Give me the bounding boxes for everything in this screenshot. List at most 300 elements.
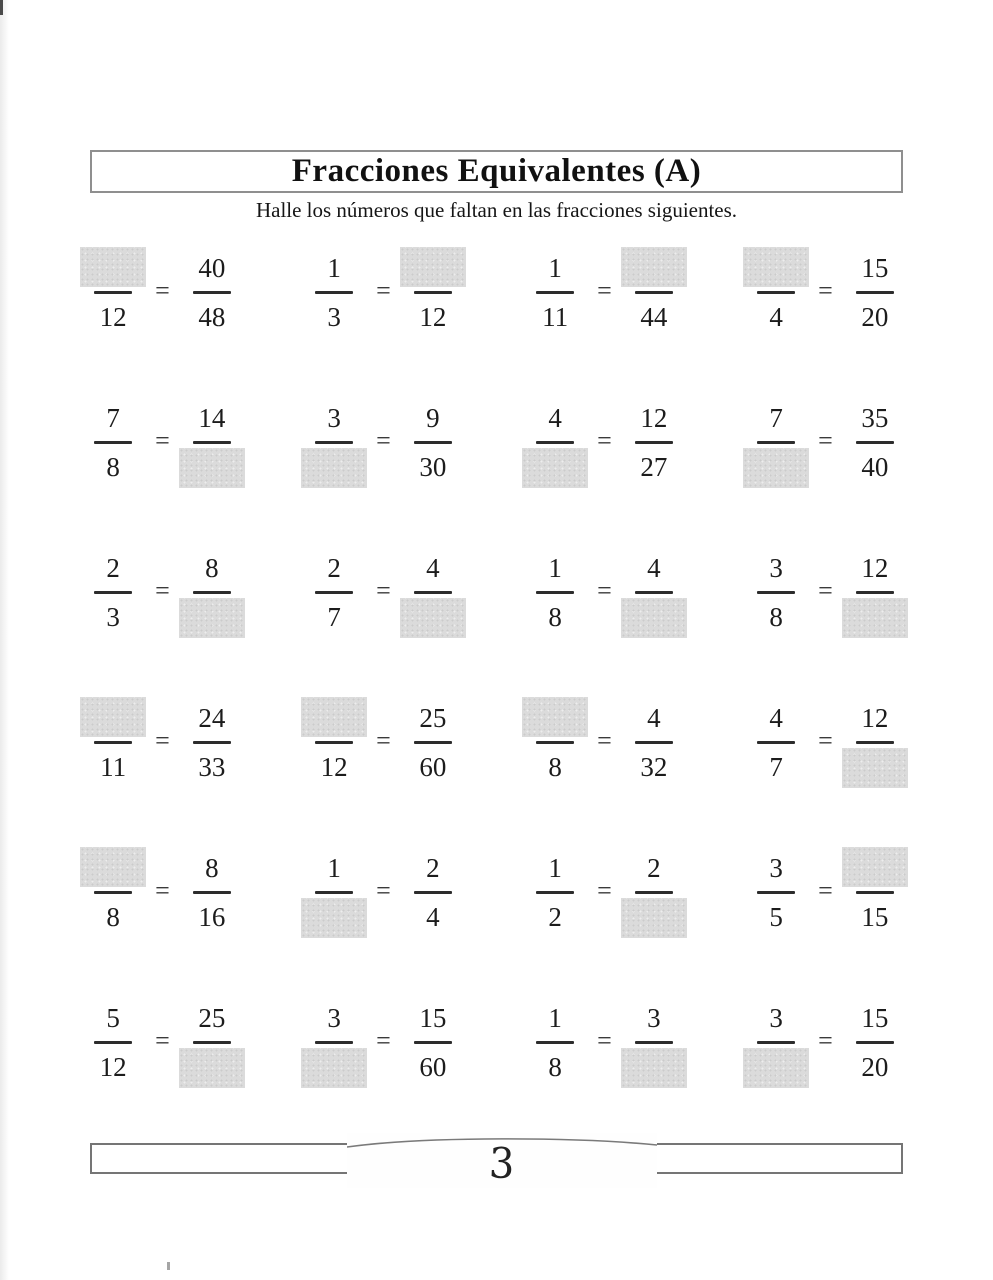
blank-numerator-box xyxy=(80,697,146,737)
numerator-value: 24 xyxy=(198,703,226,733)
left-fraction xyxy=(78,396,148,489)
equals-sign: = xyxy=(597,575,612,605)
fraction-problem xyxy=(299,846,468,939)
fraction-bar xyxy=(856,1041,894,1044)
right-fraction xyxy=(177,696,247,789)
scan-speck-artifact xyxy=(167,1262,170,1270)
fraction-bar xyxy=(635,891,673,894)
problem-cell xyxy=(715,696,936,846)
denominator-value: 27 xyxy=(640,452,668,482)
problem-cell xyxy=(715,846,936,996)
denominator-value: 12 xyxy=(99,1052,127,1082)
fraction-bar xyxy=(536,891,574,894)
denominator-value: 32 xyxy=(640,752,668,782)
fraction-bar xyxy=(536,291,574,294)
equals-sign: = xyxy=(818,725,833,755)
numerator-slot xyxy=(548,246,562,288)
denominator-value: 11 xyxy=(542,302,569,332)
fraction-bar xyxy=(315,741,353,744)
right-fraction xyxy=(840,546,910,639)
blank-denominator-box xyxy=(179,1048,245,1088)
denominator-slot xyxy=(861,297,888,339)
left-fraction xyxy=(520,546,590,639)
left-fraction xyxy=(520,696,590,789)
denominator-value: 2 xyxy=(548,902,562,932)
equals-sign: = xyxy=(376,575,391,605)
scan-edge-artifact xyxy=(0,0,3,15)
numerator-slot xyxy=(426,546,440,588)
fraction-bar xyxy=(414,291,452,294)
denominator-value: 4 xyxy=(426,902,440,932)
denominator-slot xyxy=(327,597,341,639)
numerator-slot xyxy=(621,246,687,288)
right-fraction xyxy=(619,696,689,789)
numerator-value: 7 xyxy=(106,403,120,433)
equals-sign: = xyxy=(818,275,833,305)
blank-denominator-box xyxy=(301,448,367,488)
fraction-bar xyxy=(315,1041,353,1044)
blank-denominator-box xyxy=(179,598,245,638)
fraction-bar xyxy=(315,291,353,294)
numerator-slot xyxy=(327,996,341,1038)
numerator-value: 1 xyxy=(327,253,341,283)
denominator-slot xyxy=(542,297,568,339)
fraction-bar xyxy=(536,591,574,594)
denominator-slot xyxy=(640,297,667,339)
fraction-bar xyxy=(856,891,894,894)
equals-sign: = xyxy=(155,425,170,455)
numerator-slot xyxy=(80,846,146,888)
denominator-value: 20 xyxy=(861,1052,889,1082)
fraction-problem xyxy=(78,846,247,939)
denominator-value: 7 xyxy=(769,752,783,782)
right-fraction xyxy=(619,846,689,939)
denominator-value: 8 xyxy=(106,902,120,932)
numerator-value: 25 xyxy=(198,1003,226,1033)
fraction-problem xyxy=(520,846,689,939)
fraction-bar xyxy=(757,1041,795,1044)
fraction-bar xyxy=(635,1041,673,1044)
fraction-problem xyxy=(520,546,689,639)
fraction-bar xyxy=(856,441,894,444)
numerator-slot xyxy=(205,846,219,888)
fraction-problem xyxy=(78,996,247,1089)
blank-denominator-box xyxy=(522,448,588,488)
denominator-value: 5 xyxy=(769,902,783,932)
right-fraction xyxy=(398,396,468,489)
denominator-slot xyxy=(198,897,225,939)
blank-denominator-box xyxy=(301,1048,367,1088)
fraction-bar xyxy=(757,291,795,294)
blank-denominator-box xyxy=(179,448,245,488)
numerator-slot xyxy=(743,246,809,288)
fraction-bar xyxy=(414,891,452,894)
fraction-bar xyxy=(856,591,894,594)
fraction-bar xyxy=(635,591,673,594)
numerator-slot xyxy=(106,546,120,588)
left-fraction xyxy=(520,996,590,1089)
right-fraction xyxy=(840,396,910,489)
numerator-slot xyxy=(647,996,661,1038)
numerator-value: 5 xyxy=(106,1003,120,1033)
fraction-problem xyxy=(520,696,689,789)
blank-numerator-box xyxy=(621,247,687,287)
left-fraction xyxy=(299,996,369,1089)
right-fraction xyxy=(398,546,468,639)
denominator-value: 60 xyxy=(419,1052,447,1082)
numerator-value: 9 xyxy=(426,403,440,433)
denominator-slot xyxy=(321,747,348,789)
denominator-slot xyxy=(743,1047,809,1089)
numerator-slot xyxy=(198,396,225,438)
fraction-problem xyxy=(299,546,468,639)
problem-cell xyxy=(52,246,273,396)
fraction-problem xyxy=(299,246,468,339)
fraction-bar xyxy=(315,591,353,594)
fraction-problem xyxy=(741,246,910,339)
left-fraction xyxy=(299,396,369,489)
fraction-bar xyxy=(94,441,132,444)
denominator-slot xyxy=(842,747,908,789)
equals-sign: = xyxy=(155,725,170,755)
problem-cell xyxy=(52,396,273,546)
blank-numerator-box xyxy=(842,847,908,887)
right-fraction xyxy=(840,846,910,939)
numerator-value: 3 xyxy=(769,1003,783,1033)
left-fraction xyxy=(299,846,369,939)
fraction-bar xyxy=(757,741,795,744)
blank-denominator-box xyxy=(743,448,809,488)
numerator-slot xyxy=(769,696,783,738)
equals-sign: = xyxy=(597,875,612,905)
problem-cell xyxy=(494,696,715,846)
numerator-value: 15 xyxy=(419,1003,447,1033)
denominator-slot xyxy=(743,447,809,489)
numerator-slot xyxy=(548,846,562,888)
left-fraction xyxy=(78,846,148,939)
problem-cell xyxy=(273,246,494,396)
denominator-slot xyxy=(842,597,908,639)
right-fraction xyxy=(619,246,689,339)
fraction-bar xyxy=(94,1041,132,1044)
fraction-bar xyxy=(757,441,795,444)
denominator-slot xyxy=(179,597,245,639)
denominator-value: 7 xyxy=(327,602,341,632)
equals-sign: = xyxy=(818,1025,833,1055)
fraction-problem xyxy=(299,996,468,1089)
denominator-slot xyxy=(769,897,783,939)
fraction-bar xyxy=(856,291,894,294)
right-fraction xyxy=(619,996,689,1089)
fraction-problem xyxy=(78,546,247,639)
page-number: 3 xyxy=(488,1138,516,1189)
numerator-slot xyxy=(861,996,888,1038)
fraction-bar xyxy=(414,741,452,744)
denominator-slot xyxy=(327,297,341,339)
problem-cell xyxy=(715,396,936,546)
numerator-value: 12 xyxy=(861,553,889,583)
equals-sign: = xyxy=(155,875,170,905)
numerator-slot xyxy=(327,396,341,438)
fraction-bar xyxy=(635,441,673,444)
fraction-problem xyxy=(741,996,910,1089)
fraction-bar xyxy=(193,291,231,294)
fraction-bar xyxy=(193,741,231,744)
fraction-problem xyxy=(741,396,910,489)
numerator-value: 1 xyxy=(327,853,341,883)
right-fraction xyxy=(177,996,247,1089)
left-fraction xyxy=(78,996,148,1089)
blank-denominator-box xyxy=(621,1048,687,1088)
denominator-value: 40 xyxy=(861,452,889,482)
numerator-slot xyxy=(400,246,466,288)
denominator-slot xyxy=(640,447,667,489)
title-box xyxy=(90,150,903,193)
problem-cell xyxy=(273,996,494,1146)
blank-denominator-box xyxy=(621,598,687,638)
numerator-slot xyxy=(769,846,783,888)
blank-numerator-box xyxy=(80,247,146,287)
denominator-value: 8 xyxy=(548,752,562,782)
denominator-slot xyxy=(198,297,225,339)
denominator-slot xyxy=(548,1047,562,1089)
numerator-value: 8 xyxy=(205,553,219,583)
denominator-value: 30 xyxy=(419,452,447,482)
fraction-bar xyxy=(757,891,795,894)
numerator-value: 4 xyxy=(769,703,783,733)
fraction-problem xyxy=(741,846,910,939)
numerator-slot xyxy=(327,246,341,288)
numerator-slot xyxy=(647,546,661,588)
problem-cell xyxy=(715,996,936,1146)
blank-denominator-box xyxy=(400,598,466,638)
denominator-value: 33 xyxy=(198,752,226,782)
fraction-problem xyxy=(78,246,247,339)
denominator-slot xyxy=(179,1047,245,1089)
denominator-slot xyxy=(548,897,562,939)
problem-cell xyxy=(273,846,494,996)
fraction-problem xyxy=(299,696,468,789)
fraction-bar xyxy=(414,441,452,444)
fraction-problem xyxy=(78,696,247,789)
problem-cell xyxy=(494,546,715,696)
blank-denominator-box xyxy=(842,748,908,788)
denominator-slot xyxy=(621,597,687,639)
numerator-slot xyxy=(548,546,562,588)
left-fraction xyxy=(741,996,811,1089)
denominator-slot xyxy=(179,447,245,489)
numerator-value: 1 xyxy=(548,553,562,583)
left-fraction xyxy=(741,846,811,939)
numerator-value: 14 xyxy=(198,403,226,433)
denominator-slot xyxy=(419,747,446,789)
denominator-slot xyxy=(301,897,367,939)
equals-sign: = xyxy=(818,575,833,605)
right-fraction xyxy=(177,546,247,639)
right-fraction xyxy=(619,546,689,639)
denominator-slot xyxy=(522,447,588,489)
right-fraction xyxy=(840,996,910,1089)
denominator-value: 11 xyxy=(100,752,127,782)
denominator-slot xyxy=(621,1047,687,1089)
numerator-value: 8 xyxy=(205,853,219,883)
numerator-value: 12 xyxy=(640,403,668,433)
numerator-slot xyxy=(769,996,783,1038)
fraction-bar xyxy=(94,741,132,744)
fraction-bar xyxy=(193,441,231,444)
denominator-slot xyxy=(640,747,667,789)
problem-cell xyxy=(52,696,273,846)
problem-cell xyxy=(273,696,494,846)
equals-sign: = xyxy=(818,425,833,455)
right-fraction xyxy=(398,246,468,339)
denominator-value: 8 xyxy=(548,1052,562,1082)
equals-sign: = xyxy=(597,275,612,305)
numerator-slot xyxy=(861,696,888,738)
numerator-slot xyxy=(198,996,225,1038)
denominator-slot xyxy=(100,747,126,789)
right-fraction xyxy=(840,696,910,789)
fraction-bar xyxy=(315,441,353,444)
denominator-value: 12 xyxy=(99,302,127,332)
denominator-value: 12 xyxy=(419,302,447,332)
numerator-slot xyxy=(301,696,367,738)
denominator-slot xyxy=(426,897,440,939)
numerator-slot xyxy=(769,546,783,588)
denominator-value: 44 xyxy=(640,302,668,332)
denominator-slot xyxy=(100,297,127,339)
fraction-bar xyxy=(414,1041,452,1044)
blank-numerator-box xyxy=(400,247,466,287)
denominator-value: 60 xyxy=(419,752,447,782)
right-fraction xyxy=(840,246,910,339)
denominator-slot xyxy=(861,1047,888,1089)
numerator-value: 3 xyxy=(769,853,783,883)
denominator-slot xyxy=(198,747,225,789)
equals-sign: = xyxy=(155,1025,170,1055)
equals-sign: = xyxy=(376,425,391,455)
denominator-slot xyxy=(621,897,687,939)
fraction-bar xyxy=(757,591,795,594)
page-title: Fracciones Equivalentes (A) xyxy=(291,153,702,189)
fraction-problem xyxy=(520,246,689,339)
equals-sign: = xyxy=(376,875,391,905)
numerator-slot xyxy=(205,546,219,588)
denominator-slot xyxy=(769,747,783,789)
problem-cell xyxy=(494,396,715,546)
denominator-slot xyxy=(548,747,562,789)
left-fraction xyxy=(78,546,148,639)
denominator-slot xyxy=(106,897,120,939)
fraction-bar xyxy=(193,591,231,594)
denominator-value: 3 xyxy=(106,602,120,632)
numerator-slot xyxy=(647,696,661,738)
blank-denominator-box xyxy=(301,898,367,938)
fraction-problem xyxy=(78,396,247,489)
numerator-value: 3 xyxy=(769,553,783,583)
numerator-value: 15 xyxy=(861,253,889,283)
equals-sign: = xyxy=(597,725,612,755)
equals-sign: = xyxy=(376,275,391,305)
blank-numerator-box xyxy=(743,247,809,287)
left-fraction xyxy=(741,246,811,339)
numerator-slot xyxy=(861,396,888,438)
problems-grid xyxy=(52,246,936,1146)
numerator-value: 2 xyxy=(327,553,341,583)
blank-denominator-box xyxy=(842,598,908,638)
blank-denominator-box xyxy=(621,898,687,938)
fraction-bar xyxy=(193,1041,231,1044)
page-subtitle: Halle los números que faltan en las fracciones siguientes. xyxy=(255,198,738,222)
denominator-slot xyxy=(419,447,446,489)
left-fraction xyxy=(520,396,590,489)
left-fraction xyxy=(520,246,590,339)
denominator-slot xyxy=(861,447,888,489)
denominator-slot xyxy=(100,1047,127,1089)
denominator-slot xyxy=(769,597,783,639)
blank-denominator-box xyxy=(743,1048,809,1088)
fraction-bar xyxy=(94,591,132,594)
fraction-bar xyxy=(94,291,132,294)
denominator-value: 3 xyxy=(327,302,341,332)
fraction-problem xyxy=(520,396,689,489)
denominator-value: 8 xyxy=(548,602,562,632)
numerator-value: 3 xyxy=(327,403,341,433)
blank-numerator-box xyxy=(301,697,367,737)
fraction-problem xyxy=(299,396,468,489)
problem-cell xyxy=(52,996,273,1146)
denominator-slot xyxy=(861,897,888,939)
right-fraction xyxy=(398,696,468,789)
right-fraction xyxy=(398,996,468,1089)
numerator-value: 4 xyxy=(647,703,661,733)
denominator-value: 48 xyxy=(198,302,226,332)
numerator-slot xyxy=(548,996,562,1038)
left-fraction xyxy=(299,546,369,639)
numerator-slot xyxy=(80,246,146,288)
fraction-problem xyxy=(520,996,689,1089)
denominator-value: 20 xyxy=(861,302,889,332)
problem-cell xyxy=(494,846,715,996)
right-fraction xyxy=(177,396,247,489)
denominator-slot xyxy=(301,447,367,489)
denominator-value: 4 xyxy=(769,302,783,332)
fraction-bar xyxy=(635,291,673,294)
denominator-slot xyxy=(106,447,120,489)
numerator-value: 4 xyxy=(647,553,661,583)
denominator-slot xyxy=(301,1047,367,1089)
right-fraction xyxy=(398,846,468,939)
fraction-bar xyxy=(193,891,231,894)
left-fraction xyxy=(299,246,369,339)
footer-gap xyxy=(347,1133,657,1188)
equals-sign: = xyxy=(155,275,170,305)
equals-sign: = xyxy=(597,1025,612,1055)
fraction-bar xyxy=(536,741,574,744)
denominator-value: 8 xyxy=(769,602,783,632)
equals-sign: = xyxy=(597,425,612,455)
fraction-problem xyxy=(741,546,910,639)
numerator-value: 35 xyxy=(861,403,889,433)
problem-cell xyxy=(715,246,936,396)
numerator-slot xyxy=(522,696,588,738)
left-fraction xyxy=(78,246,148,339)
denominator-value: 15 xyxy=(861,902,889,932)
equals-sign: = xyxy=(376,725,391,755)
denominator-value: 16 xyxy=(198,902,226,932)
numerator-slot xyxy=(769,396,783,438)
denominator-slot xyxy=(419,297,446,339)
